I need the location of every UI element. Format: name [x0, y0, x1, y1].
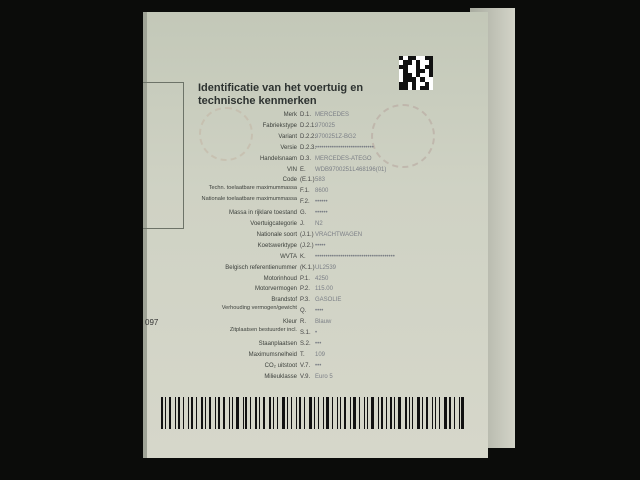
barcode-bar	[282, 397, 285, 429]
barcode-bar	[432, 397, 433, 429]
barcode-bar	[390, 397, 392, 429]
barcode-bar	[201, 397, 203, 429]
field-value: N2	[315, 221, 323, 227]
barcode-bar	[461, 397, 464, 429]
field-row	[143, 372, 488, 382]
field-code: V.9.	[300, 373, 311, 380]
barcode-bar	[250, 397, 251, 429]
barcode-bar	[367, 397, 368, 429]
datamatrix-code	[399, 56, 433, 90]
barcode-bar	[263, 397, 266, 429]
field-label: Zitplaatsen bestuurder incl.	[229, 327, 297, 333]
field-label: Belgisch referentienummer	[225, 264, 297, 271]
field-row	[143, 230, 488, 240]
barcode-bar	[243, 397, 244, 429]
field-label: Milieuklasse	[264, 373, 297, 380]
field-label: Nationale toelaatbare maximummassa	[201, 196, 297, 203]
barcode-bar	[359, 397, 361, 429]
barcode-bar	[245, 397, 247, 429]
barcode-bar	[183, 397, 184, 429]
registration-certificate	[143, 12, 488, 458]
field-code: P.2.	[300, 286, 310, 293]
field-value: 4250	[315, 275, 329, 282]
barcode-bar	[454, 397, 455, 429]
field-value: 109	[315, 351, 326, 358]
barcode-bar	[165, 397, 166, 429]
field-value: ••••••	[315, 199, 328, 206]
field-row	[143, 339, 488, 349]
field-row	[143, 186, 488, 196]
field-row	[143, 274, 488, 284]
field-value: ••••••	[315, 210, 328, 217]
field-row	[143, 241, 488, 251]
field-value: MERCEDES-ATEGO	[315, 155, 372, 162]
field-value: 970025	[315, 122, 336, 129]
field-code: D.2.3.	[300, 144, 317, 151]
field-value: •••	[315, 362, 322, 369]
field-value: MERCEDES	[315, 112, 350, 118]
field-label: Fabriekstype	[262, 122, 297, 129]
field-row	[143, 132, 488, 142]
field-label: Massa in rijklare toestand	[228, 210, 297, 217]
barcode-bar	[218, 397, 221, 429]
barcode-bar	[323, 397, 324, 429]
field-code: F.1.	[300, 188, 310, 195]
barcode-bar	[232, 397, 233, 429]
barcode-bar	[259, 397, 260, 429]
barcode-bar	[405, 397, 407, 429]
barcode-bar	[340, 397, 341, 429]
field-row	[143, 121, 488, 131]
field-label: Versie	[280, 144, 297, 151]
field-label: Koetswerktype	[257, 242, 297, 249]
barcode-bar	[444, 397, 447, 429]
field-row	[143, 317, 488, 327]
field-label: Handelsnaam	[259, 155, 297, 162]
barcode-bar	[417, 397, 420, 429]
barcode-bar	[426, 397, 428, 429]
field-code: F.2.	[300, 199, 310, 206]
barcode-bar	[449, 397, 451, 429]
barcode-bar	[223, 397, 225, 429]
field-value: ••••••••••••••••••••••••••••	[315, 144, 374, 151]
barcode-bar	[459, 397, 460, 429]
barcode-bar	[344, 397, 346, 429]
field-value: ••••••••••••••••••••••••••••••••••••••	[315, 253, 395, 260]
barcode-bar	[269, 397, 271, 429]
field-row	[143, 175, 488, 185]
barcode-bar	[398, 397, 401, 429]
field-code: D.3.	[300, 155, 312, 162]
barcode-bar	[371, 397, 374, 429]
field-code: D.1.	[300, 112, 312, 118]
barcode-bar	[299, 397, 301, 429]
field-row	[143, 154, 488, 164]
field-row	[143, 263, 488, 273]
field-value: •	[315, 330, 318, 336]
field-value: Blauw	[315, 319, 332, 326]
field-row	[143, 328, 488, 338]
field-code: G.	[300, 210, 307, 217]
field-label: Motorvermogen	[254, 286, 297, 293]
barcode-bar	[161, 397, 163, 429]
field-code: E.	[300, 166, 306, 173]
field-label: Staanplaatsen	[258, 340, 297, 347]
field-label: Verhouding vermogen/gewicht	[221, 305, 297, 312]
left-number: 097	[145, 318, 159, 327]
field-code: (J.1.)	[300, 231, 314, 238]
field-value: VRACHTWAGEN	[315, 231, 363, 238]
field-label: Maximumsnelheid	[248, 351, 297, 358]
barcode-bar	[332, 397, 333, 429]
barcode-bar	[394, 397, 395, 429]
field-label: Code	[282, 177, 297, 184]
barcode-bar	[291, 397, 293, 429]
field-label: VIN	[286, 166, 297, 173]
field-row	[143, 208, 488, 218]
barcode-bar	[191, 397, 194, 429]
field-row	[143, 143, 488, 153]
field-row	[143, 197, 488, 207]
field-row	[143, 219, 488, 229]
barcode-bar	[205, 397, 206, 429]
field-code: (K.1.)	[300, 264, 315, 271]
field-row	[143, 295, 488, 305]
barcode-bar	[296, 397, 297, 429]
field-label: Merk	[283, 112, 297, 118]
barcode-bar	[304, 397, 305, 429]
field-label: CO₂ uitstoot	[264, 362, 297, 369]
barcode-bar	[412, 397, 413, 429]
barcode-bar	[196, 397, 197, 429]
field-code: K.	[300, 253, 306, 260]
field-label: WVTA	[280, 253, 297, 260]
field-code: R.	[300, 319, 306, 326]
barcode-bar	[309, 397, 312, 429]
field-label: Motorinhoud	[263, 275, 297, 282]
field-value: Euro 5	[315, 373, 333, 380]
section-heading: Identificatie van het voertuig en technische kenmerken	[198, 82, 364, 107]
field-row	[143, 165, 488, 175]
datamatrix-module	[429, 86, 433, 90]
barcode-bar	[314, 397, 316, 429]
barcode	[161, 397, 466, 429]
field-code: Q.	[300, 308, 307, 315]
field-code: J.	[300, 221, 305, 227]
barcode-bar	[318, 397, 319, 429]
barcode-bar	[188, 397, 189, 429]
barcode-bar	[381, 397, 383, 429]
field-value: UL2539	[315, 264, 337, 271]
field-label: Brandstof	[271, 297, 297, 304]
field-row	[143, 284, 488, 294]
field-label: Kleur	[282, 319, 297, 326]
barcode-bar	[364, 397, 365, 429]
barcode-bar	[409, 397, 410, 429]
field-value: 9700251Z-BG2	[315, 133, 357, 140]
barcode-bar	[350, 397, 351, 429]
barcode-bar	[353, 397, 356, 429]
field-label: Variant	[278, 133, 297, 140]
barcode-bar	[287, 397, 288, 429]
field-code: (E.1.)	[300, 177, 315, 184]
field-code: P.3.	[300, 297, 310, 304]
field-code: D.2.1.	[300, 122, 317, 129]
barcode-bar	[326, 397, 329, 429]
barcode-bar	[386, 397, 387, 429]
barcode-bar	[236, 397, 239, 429]
barcode-bar	[378, 397, 379, 429]
barcode-bar	[178, 397, 180, 429]
barcode-bar	[169, 397, 172, 429]
field-row	[143, 110, 488, 120]
barcode-bar	[435, 397, 437, 429]
barcode-bar	[255, 397, 257, 429]
field-label: Nationale soort	[256, 231, 297, 238]
field-value: 115.00	[315, 286, 333, 293]
field-row	[143, 306, 488, 316]
barcode-bar	[337, 397, 339, 429]
field-row	[143, 350, 488, 360]
field-code: V.7.	[300, 362, 311, 369]
barcode-bar	[277, 397, 278, 429]
barcode-bar	[209, 397, 211, 429]
field-row	[143, 252, 488, 262]
field-code: (J.2.)	[300, 242, 314, 249]
field-value: 583	[315, 177, 326, 184]
barcode-bar	[273, 397, 274, 429]
field-code: P.1.	[300, 275, 310, 282]
barcode-bar	[439, 397, 440, 429]
barcode-bar	[215, 397, 216, 429]
field-value: •••••	[315, 242, 326, 249]
field-label: Techn. toelaatbare maximummassa	[208, 185, 297, 192]
barcode-bar	[422, 397, 423, 429]
barcode-bar	[229, 397, 230, 429]
field-code: S.1.	[300, 330, 311, 336]
field-value: WDB9700251L468196(01)	[315, 166, 387, 173]
field-code: T.	[300, 351, 305, 358]
field-value: ••••	[315, 308, 324, 315]
barcode-bar	[175, 397, 176, 429]
field-value: 8600	[315, 188, 329, 195]
field-value: •••	[315, 340, 322, 347]
field-value: GASOLIE	[315, 297, 342, 304]
field-label: Voertuigcategorie	[250, 221, 297, 227]
field-row	[143, 361, 488, 371]
field-code: D.2.2.	[300, 133, 317, 140]
field-code: S.2.	[300, 340, 311, 347]
